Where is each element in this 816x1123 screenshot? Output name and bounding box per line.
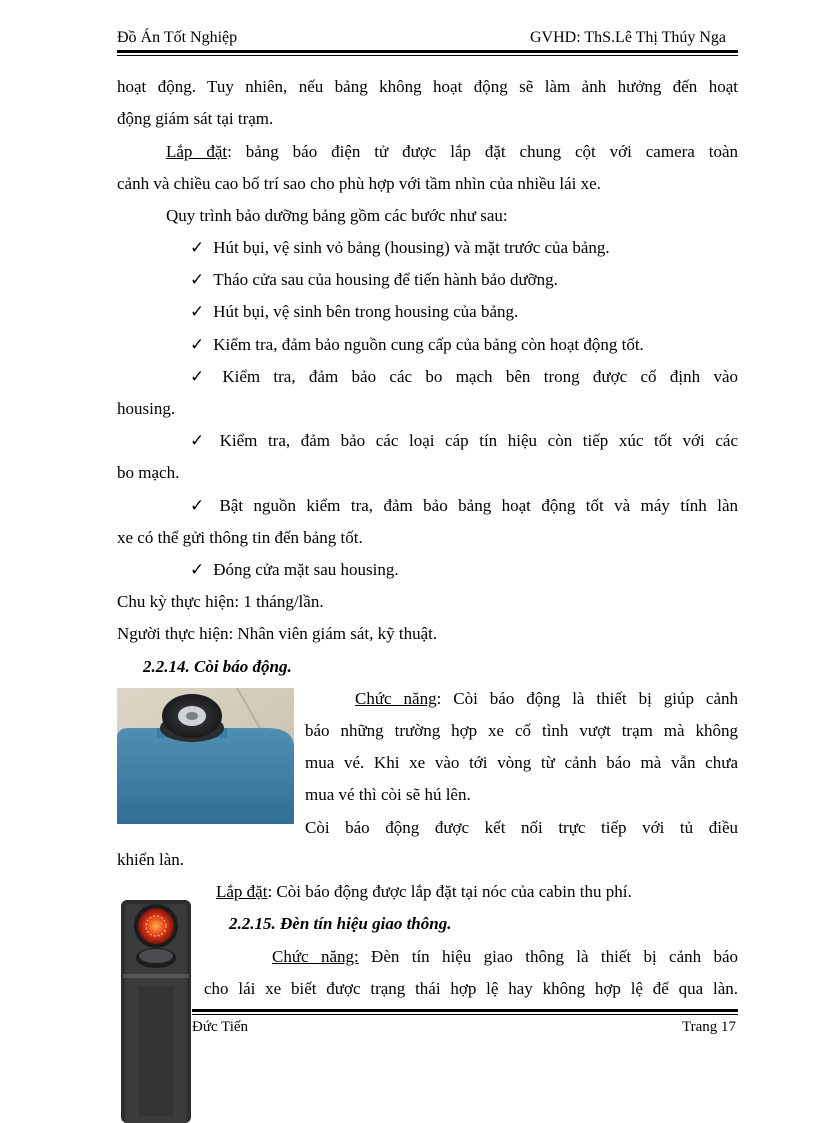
list-item — [190, 334, 738, 356]
check-icon: ✓ — [190, 560, 205, 579]
check-icon: ✓ — [190, 496, 211, 515]
header-supervisor: GVHD: ThS.Lê Thị Thúy Nga — [530, 29, 726, 46]
list-item-text: Bật nguồn kiểm tra, đảm bảo bảng hoạt động tốt và máy tính làn — [219, 496, 738, 515]
executor-text: Người thực hiện: Nhân viên giám sát, kỹ thuật. — [117, 624, 438, 643]
section-heading: 2.2.15. Đèn tín hiệu giao thông. — [229, 914, 452, 933]
install-text: : bảng báo điện tử được lắp đặt chung cột với camera toàn — [227, 142, 738, 161]
list-item — [190, 237, 738, 259]
function-label: Chức năng — [355, 689, 437, 708]
install-paragraph — [166, 141, 738, 163]
list-item — [190, 269, 738, 291]
list-item-continuation: xe có thể gửi thông tin đến bảng tốt. — [117, 528, 363, 547]
list-item-text: Hút bụi, vệ sinh bên trong housing của bảng. — [213, 302, 519, 321]
body-line: cảnh và chiều cao bố trí sao cho phù hợp với tầm nhìn của nhiều lái xe. — [117, 174, 601, 193]
body-line: mua vé thì còi sẽ hú lên. — [305, 785, 471, 804]
traffic-light-photo — [119, 896, 193, 1123]
light-function-text: Đèn tín hiệu giao thông là thiết bị cảnh báo — [358, 947, 738, 966]
body-line: mua vé. Khi xe vào tới vòng từ cảnh báo mà vẫn chưa — [305, 753, 738, 772]
list-item-text: Kiểm tra, đảm bảo các bo mạch bên trong được cố định vào — [222, 367, 738, 386]
list-item — [190, 366, 738, 388]
light-function-line — [272, 946, 738, 968]
function-label: Chức năng: — [272, 947, 359, 966]
list-item — [190, 430, 738, 452]
list-item-text: Kiểm tra, đảm bảo các loại cáp tín hiệu còn tiếp xúc tốt với các — [219, 431, 738, 450]
header-rule-thin — [117, 55, 738, 56]
check-icon: ✓ — [190, 431, 211, 450]
install-label: Lắp đặt — [216, 882, 268, 901]
alarm-horn-photo — [117, 688, 294, 824]
list-item-text: Kiểm tra, đảm bảo nguồn cung cấp của bảng còn hoạt động tốt. — [213, 335, 644, 354]
footer-rule-thin — [192, 1014, 738, 1015]
check-icon: ✓ — [190, 302, 205, 321]
horn-install-text: : Còi báo động được lắp đặt tại nóc của cabin thu phí. — [267, 882, 632, 901]
body-line: cho lái xe biết được trạng thái hợp lệ hay không hợp lệ để qua làn. — [204, 979, 738, 998]
install-label: Lắp đặt — [166, 142, 228, 161]
procedure-intro: Quy trình bảo dưỡng bảng gồm các bước như sau: — [166, 206, 508, 225]
horn-function-line — [355, 688, 738, 710]
horn-install-line — [216, 881, 738, 903]
page-number: Trang 17 — [681, 1019, 736, 1035]
list-item-text: Đóng cửa mặt sau housing. — [213, 560, 399, 579]
header-title: Đồ Án Tốt Nghiệp — [117, 29, 238, 46]
body-line: động giám sát tại trạm. — [117, 109, 274, 128]
footer-author: Đức Tiến — [192, 1019, 249, 1035]
cycle-text: Chu kỳ thực hiện: 1 tháng/lần. — [117, 592, 324, 611]
list-item-continuation: bo mạch. — [117, 463, 180, 482]
check-icon: ✓ — [190, 270, 205, 289]
body-line: báo những trường hợp xe cố tình vượt trạm mà không — [305, 721, 738, 740]
body-line: Còi báo động được kết nối trực tiếp với tủ điều — [305, 818, 738, 837]
horn-function-text: : Còi báo động là thiết bị giúp cảnh — [436, 689, 738, 708]
list-item-text: Hút bụi, vệ sinh vỏ bảng (housing) và mặt trước của bảng. — [213, 238, 610, 257]
list-item — [190, 559, 738, 581]
body-line: hoạt động. Tuy nhiên, nếu bảng không hoạt động sẽ làm ảnh hưởng đến hoạt — [117, 77, 738, 96]
check-icon: ✓ — [190, 238, 205, 257]
body-line: khiển làn. — [117, 850, 185, 869]
footer-rule — [192, 1009, 738, 1012]
list-item-text: Tháo cửa sau của housing để tiến hành bảo dưỡng. — [213, 270, 558, 289]
header-rule — [117, 50, 738, 53]
list-item — [190, 495, 738, 517]
list-item — [190, 301, 738, 323]
list-item-continuation: housing. — [117, 399, 176, 418]
check-icon: ✓ — [190, 367, 214, 386]
section-heading: 2.2.14. Còi báo động. — [143, 657, 292, 676]
check-icon: ✓ — [190, 335, 205, 354]
